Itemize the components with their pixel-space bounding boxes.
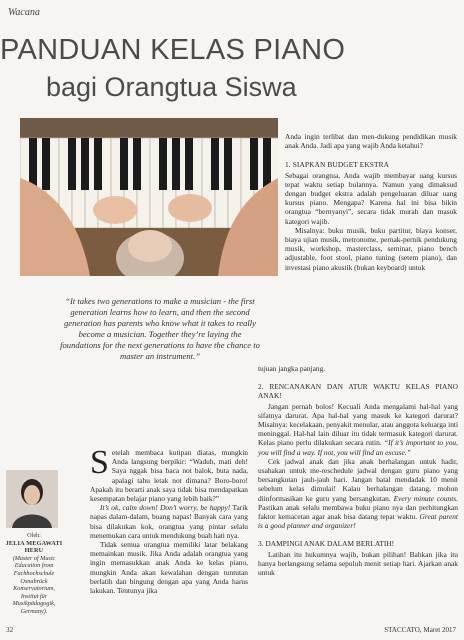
footer-issue [382,626,456,634]
section1-paragraph1: Sebagai orangtua, Anda wajib membayar uang kursus tepat waktu setiap bulannya. Namun yang dimaksud dengan budget ekstra adalah pengeluaran diluar uang kursus piano. Mengapa? Karena hal ini bisa bikin orangtua “bernyanyi”, secara tidak murah dan masuk kategori wajib. [285,170,457,226]
mid-paragraph2: It’s ok, calm down! Don’t worry, be happy! Tarik napas dalam-dalam, buang napas! Banyak cara yang bisa dilakukan kok, orangtua yang pintar selalu menemukan cara untuk mendukung buah hati nya. [90,503,248,540]
section3-heading: 3. DAMPINGI ANAK DALAM BERLATIH! [258,539,395,549]
section3-paragraph1: Latihan itu hukumnya wajib, bukan pilihan! Bahkan jika itu hanya berlangsung selama sepuluh menit setiap hari. Ajarkan anak untuk [258,549,458,578]
author-photo [6,470,58,528]
right-column-top [285,132,457,272]
author-caption [4,532,64,616]
middle-column [90,444,248,596]
article-subtitle: bagi Orangtua Siswa [46,72,297,102]
author-by: Oleh: [27,532,41,539]
section2-heading: 2. RENCANAKAN DAN ATUR WAKTU KELAS PIANO ANAK! [258,382,458,401]
right-column-bottom [258,364,458,577]
issue-date: Maret 2017 [423,626,456,634]
intro-paragraph: Anda ingin terlibat dan men-dukung pendidikan musik anak Anda. Jadi apa yang wajib Anda ketahui? [285,132,457,151]
author-description: (Master of Music Education from Fachhochschule Osnabrück Konservatorium, Institut für Musikpädagogik, Germany). [12,554,56,615]
piano-hands-photo [20,118,278,276]
author-name: JELIA MEGAWATI HERU [5,539,63,555]
mid-paragraph3: Tidak semua orangtua memiliki latar belakang memainkan musik. Jika Anda adalah orangtua yang ingin memasukkan anak Anda ke kelas piano, mungkin Anda akan kewalahan dengan tuntutan berlatih dan bingung dengan apa yang Anda harus lakukan. Tentunya jika [90,540,248,596]
section2-paragraph2: Cek jadwal anak dan jika anak berhalangan untuk hadir, usahakan untuk me-reschedule jadwal dengan guru piano yang bersangkutan jauh-jauh hari. Jangan batal mendadak 10 menit sebelum kelas dimulai! Kalau berhalangan datang, mohon diinformasikan ke guru yang bersangkutan. Every minute counts. Pastikan anak selalu membawa buku piano nya dan perhitungkan faktor kemacetan agar anak bisa datang tepat waktu. Great parent is a good planner and organizer! [258,456,459,531]
page-number: 32 [6,626,14,634]
section1-heading: 1. SIAPKAN BUDGET EKSTRA [285,160,390,170]
rubric-label: Wacana [8,7,40,18]
section2-paragraph1: Jangan pernah bolos! Kecuali Anda mengalami hal-hal yang sifatnya darurat. Apa hal-hal yang masuk ke kategori darurat? Misalnya: kecelakaan, penyakit menular, atau anggota keluarga inti meninggal. Hal-hal lain diluar itu tidak termasuk kategori darurat. Kelas piano perlu dilakukan secara rutin. “If it’s important to you, you will find a way. If not, you will find an excuse.” [258,401,458,457]
drop-cap: S [90,444,109,481]
pull-quote: “It takes two generations to make a musician - the first generation learns how to learn, and then the second generation has parents who know what it takes to really become a musician. Together they’re laying the foundations for the next generations to have the chance to master an instrument.” [60,296,260,361]
section1-paragraph2: Misalnya: buku musik, buku partitur, biaya konser, biaya ujian musik, metronome, pernak-pernik pendukung musik, workshop, masterclass, seminar, piano bench adjustable, foot stool, piano tuning (setem piano), dan investasi piano akustik (bukan keyboard) untuk [285,225,457,272]
magazine-name: STACCATO, [384,626,422,634]
mid-paragraph1: Setelah membaca kutipan diatas, mungkin Anda langsung berpikir: “Waduh, mati deh! Saya nggak bisa baca not balok, buta nada, apalagi tahu letak not dimana? Boro-boro! Apakah itu berarti anak saya tidak bisa mendapatkan kesempatan belajar piano yang lebih baik?” [90,444,248,504]
section2-inline-quote: “If it’s important to you, you will find a way. If not, you will find an excuse.” [258,438,458,457]
article-title: PANDUAN KELAS PIANO [0,34,346,66]
section1-paragraph2-end: tujuan jangka panjang. [258,364,326,373]
